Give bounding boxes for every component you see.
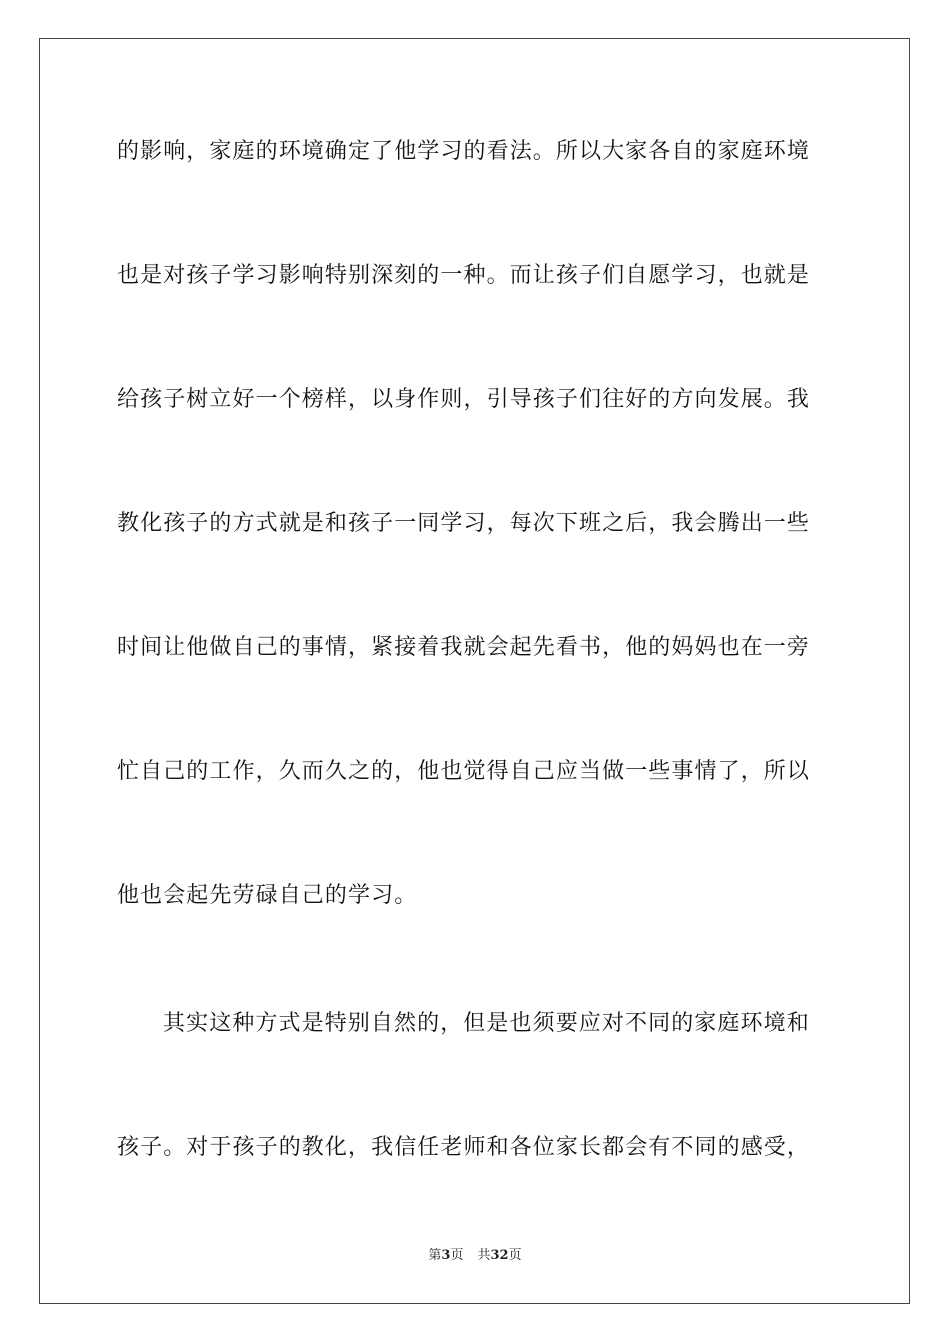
body-text-line: 教化孩子的方式就是和孩子一同学习，每次下班之后，我会腾出一些	[117, 511, 811, 536]
total-prefix: 共	[477, 1248, 491, 1263]
page-footer	[0, 1247, 950, 1265]
body-text-line: 他也会起先劳碌自己的学习。	[117, 883, 418, 908]
body-text-line: 也是对孩子学习影响特别深刻的一种。而让孩子们自愿学习，也就是	[117, 263, 811, 288]
page-suffix: 页	[450, 1248, 464, 1263]
body-text-line: 的影响，家庭的环境确定了他学习的看法。所以大家各自的家庭环境	[117, 139, 811, 164]
body-text-line: 给孩子树立好一个榜样，以身作则，引导孩子们往好的方向发展。我	[117, 387, 811, 412]
body-text-line: 孩子。对于孩子的教化，我信任老师和各位家长都会有不同的感受，	[117, 1135, 811, 1160]
page-number: 3	[441, 1248, 451, 1263]
page-frame	[39, 38, 910, 1304]
total-suffix: 页	[508, 1248, 522, 1263]
body-text-line: 时间让他做自己的事情，紧接着我就会起先看书，他的妈妈也在一旁	[117, 635, 811, 660]
total-pages: 32	[490, 1248, 509, 1263]
body-text-line: 忙自己的工作，久而久之的，他也觉得自己应当做一些事情了，所以	[117, 759, 811, 784]
paragraph-first-line: 其实这种方式是特别自然的，但是也须要应对不同的家庭环境和	[163, 1011, 810, 1036]
page-prefix: 第	[428, 1248, 442, 1263]
